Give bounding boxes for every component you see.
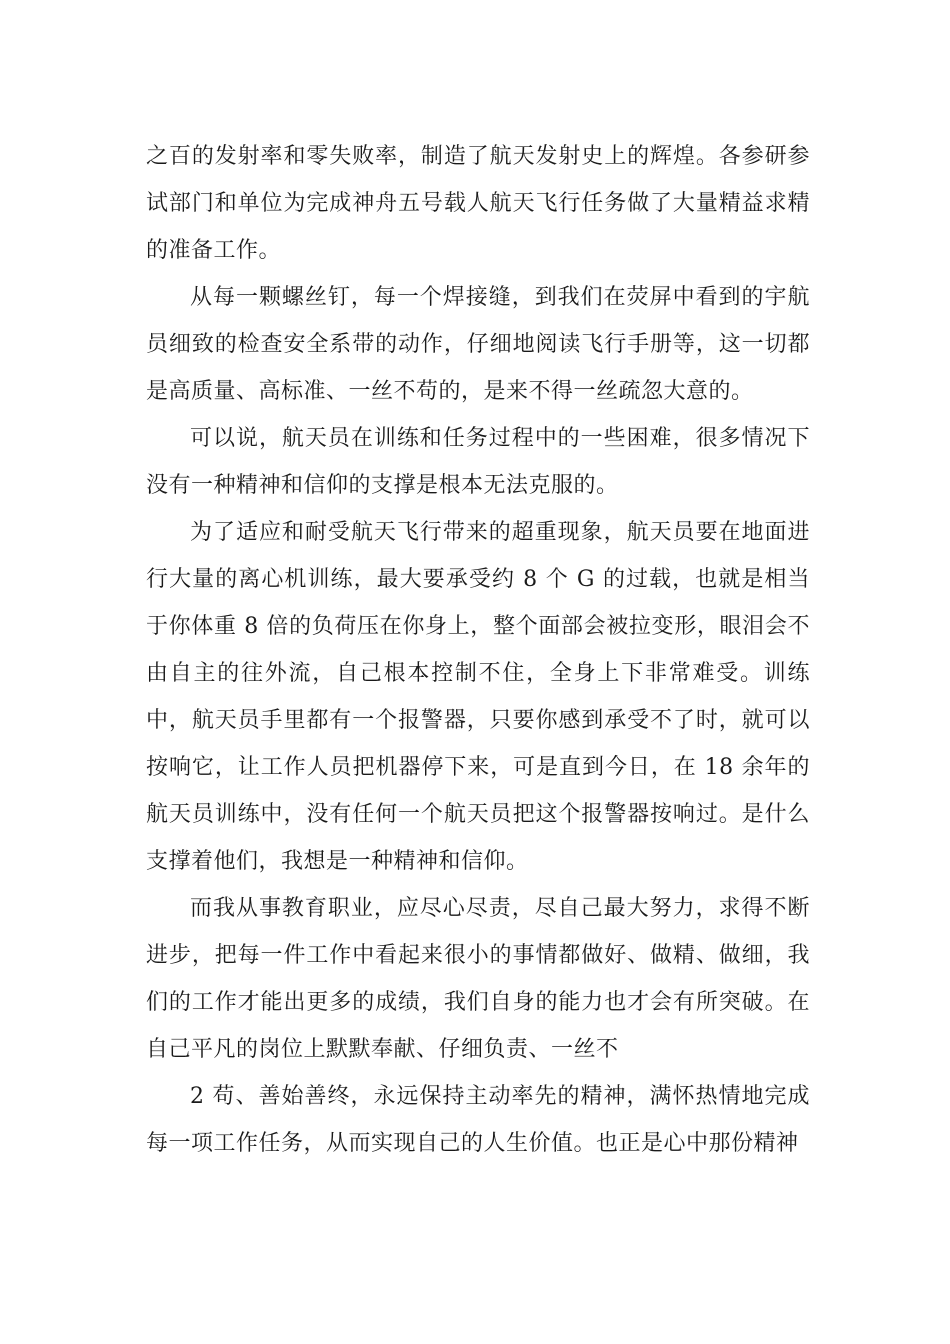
paragraph-5: 而我从事教育职业，应尽心尽责，尽自己最大努力，求得不断进步，把每一件工作中看起来很小的事情都做好、做精、做细，我们的工作才能出更多的成绩，我们自身的能力也才会有所突破。在自己平凡的岗位上默默奉献、仔细负责、一丝不 bbox=[146, 896, 810, 1062]
paragraph-6: 2 苟、善始善终，永远保持主动率先的精神，满怀热情地完成每一项工作任务，从而实现自己的人生价值。也正是心中那份精神 bbox=[146, 1084, 810, 1156]
document-body bbox=[146, 133, 810, 1167]
paragraph-3: 可以说，航天员在训练和任务过程中的一些困难，很多情况下没有一种精神和信仰的支撑是根本无法克服的。 bbox=[146, 426, 810, 498]
paragraph-4: 为了适应和耐受航天飞行带来的超重现象，航天员要在地面进行大量的离心机训练，最大要承受约 8 个 G 的过载，也就是相当于你体重 8 倍的负荷压在你身上，整个面部会被拉变形，眼泪会不由自主的往外流，自己根本控制不住，全身上下非常难受。训练中，航天员手里都有一个报警器，只要你感到承受不了时，就可以按响它，让工作人员把机器停下来，可是直到今日，在 18 余年的航天员训练中，没有任何一个航天员把这个报警器按响过。是什么支撑着他们，我想是一种精神和信仰。 bbox=[146, 520, 810, 874]
paragraph-2: 从每一颗螺丝钉，每一个焊接缝，到我们在荧屏中看到的宇航员细致的检查安全系带的动作，仔细地阅读飞行手册等，这一切都是高质量、高标准、一丝不苟的，是来不得一丝疏忽大意的。 bbox=[146, 285, 810, 404]
paragraph-1: 之百的发射率和零失败率，制造了航天发射史上的辉煌。各参研参试部门和单位为完成神舟五号载人航天飞行任务做了大量精益求精的准备工作。 bbox=[146, 144, 810, 263]
